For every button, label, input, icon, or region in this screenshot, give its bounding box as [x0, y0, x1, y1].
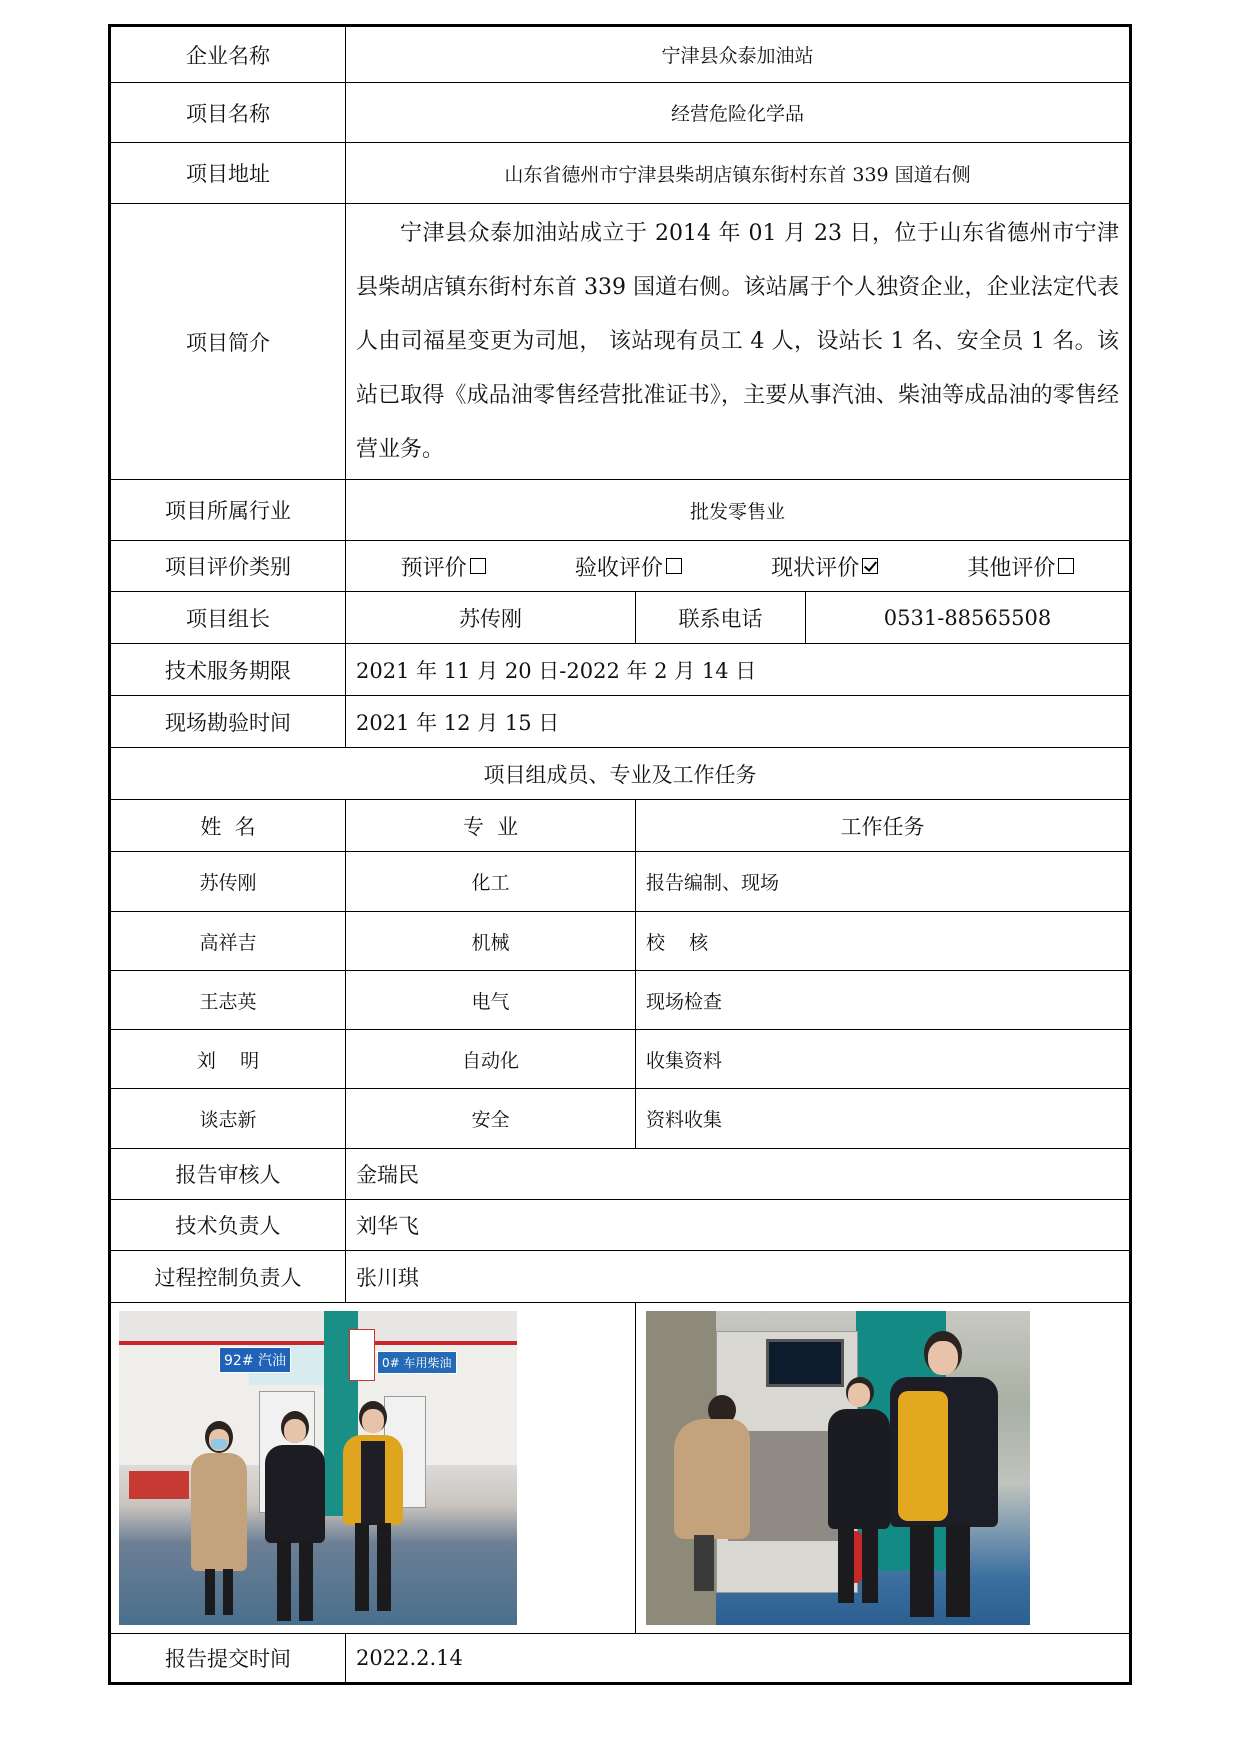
intro-text: 宁津县众泰加油站成立于 2014 年 01 月 23 日，位于山东省德州市宁津县柴胡店镇东街村东首 339 国道右侧。该站属于个人独资企业，企业法定代表人由司福星变更为司旭， 该站现有员工 4 人，设站长 1 名、安全员 1 名。该站已取得《成品油零售经营批准证书》，主要从事汽油、柴油等成品油的零售经营业务。 — [356, 220, 1120, 462]
person-crouching — [664, 1395, 754, 1595]
process-lead-value: 张川琪 — [346, 1251, 1131, 1303]
intro-label: 项目简介 — [110, 204, 346, 480]
tech-lead-value: 刘华飞 — [346, 1200, 1131, 1251]
members-header-name: 姓 名 — [110, 800, 346, 852]
mask-icon — [211, 1439, 227, 1449]
sign-92: 92# 汽油 — [219, 1347, 291, 1373]
industry-label: 项目所属行业 — [110, 480, 346, 541]
person-face — [362, 1409, 384, 1433]
member-task: 报告编制、现场 — [636, 852, 1131, 912]
sign-diesel: 0# 车用柴油 — [377, 1351, 457, 1374]
process-lead-label: 过程控制负责人 — [110, 1251, 346, 1303]
company-value: 宁津县众泰加油站 — [346, 26, 1131, 83]
site-photo-1 — [119, 1311, 517, 1625]
service-period-label: 技术服务期限 — [110, 644, 346, 696]
person-leg — [205, 1569, 215, 1615]
person-leg — [299, 1541, 313, 1621]
member-major: 机械 — [346, 912, 636, 971]
row-survey-time — [110, 696, 1131, 748]
person-leg — [223, 1569, 233, 1615]
industry-value: 批发零售业 — [346, 480, 1131, 541]
row-project-name — [110, 83, 1131, 143]
row-process-lead — [110, 1251, 1131, 1303]
row-category — [110, 541, 1131, 592]
member-task: 资料收集 — [636, 1089, 1131, 1149]
member-major: 安全 — [346, 1089, 636, 1149]
members-title: 项目组成员、专业及工作任务 — [110, 748, 1131, 800]
checkbox-icon[interactable] — [666, 558, 682, 574]
row-industry — [110, 480, 1131, 541]
category-acceptance-label: 验收评价 — [574, 555, 663, 581]
category-cell — [346, 541, 1131, 592]
submit-time-label: 报告提交时间 — [110, 1634, 346, 1684]
person-leg — [862, 1527, 878, 1603]
reviewer-label: 报告审核人 — [110, 1149, 346, 1200]
table-row — [110, 852, 1131, 912]
phone-label: 联系电话 — [636, 592, 806, 644]
member-name: 王志英 — [110, 971, 346, 1030]
submit-time-value: 2022.2.14 — [346, 1634, 1131, 1684]
survey-time-value: 2021 年 12 月 15 日 — [346, 696, 1131, 748]
member-major: 电气 — [346, 971, 636, 1030]
project-name-value: 经营危险化学品 — [346, 83, 1131, 143]
person-leg — [694, 1535, 714, 1591]
person-coat — [265, 1445, 325, 1543]
category-other[interactable] — [967, 551, 1074, 582]
member-task: 现场检查 — [636, 971, 1131, 1030]
address-value: 山东省德州市宁津县柴胡店镇东街村东首 339 国道右侧 — [346, 143, 1131, 204]
person-coat — [674, 1419, 750, 1539]
members-header-major: 专 业 — [346, 800, 636, 852]
photo-cell-left — [110, 1303, 636, 1634]
info-table — [108, 24, 1132, 1685]
person-leg — [355, 1523, 369, 1611]
person-leg — [377, 1523, 391, 1611]
category-acceptance[interactable] — [575, 551, 682, 582]
members-header-task: 工作任务 — [636, 800, 1131, 852]
survey-time-label: 现场勘验时间 — [110, 696, 346, 748]
members-header-row — [110, 800, 1131, 852]
category-pre-label: 预评价 — [400, 555, 467, 581]
category-options — [356, 551, 1119, 582]
checkbox-icon[interactable] — [1058, 558, 1074, 574]
tech-lead-label: 技术负责人 — [110, 1200, 346, 1251]
checkbox-checked-icon[interactable] — [862, 558, 878, 574]
member-task: 收集资料 — [636, 1030, 1131, 1089]
member-major: 化工 — [346, 852, 636, 912]
checkbox-icon[interactable] — [470, 558, 486, 574]
table-row — [110, 971, 1131, 1030]
row-service-period — [110, 644, 1131, 696]
canopy — [119, 1311, 517, 1345]
phone-value: 0531-88565508 — [806, 592, 1131, 644]
row-photos — [110, 1303, 1131, 1634]
row-tech-lead — [110, 1200, 1131, 1251]
category-label: 项目评价类别 — [110, 541, 346, 592]
table-row — [110, 1089, 1131, 1149]
member-name: 高祥吉 — [110, 912, 346, 971]
table-row — [110, 1030, 1131, 1089]
red-barrier — [129, 1471, 189, 1499]
category-pre[interactable] — [401, 551, 486, 582]
project-name-label: 项目名称 — [110, 83, 346, 143]
row-reviewer — [110, 1149, 1131, 1200]
category-current-label: 现状评价 — [771, 555, 860, 581]
service-period-value: 2021 年 11 月 20 日-2022 年 2 月 14 日 — [346, 644, 1131, 696]
person-leg — [277, 1541, 291, 1621]
intro-cell — [346, 204, 1131, 480]
member-task: 校 核 — [636, 912, 1131, 971]
member-name: 谈志新 — [110, 1089, 346, 1149]
row-address — [110, 143, 1131, 204]
person-leg — [910, 1525, 934, 1617]
member-name: 苏传刚 — [110, 852, 346, 912]
row-submit-time — [110, 1634, 1131, 1684]
person-coat — [191, 1453, 247, 1571]
person-right — [341, 1401, 405, 1615]
row-company — [110, 26, 1131, 83]
member-major: 自动化 — [346, 1030, 636, 1089]
form-page — [108, 24, 1129, 1685]
person-leg — [838, 1527, 854, 1603]
jacket-stripe — [361, 1441, 385, 1525]
person-leg — [946, 1525, 970, 1617]
row-leader — [110, 592, 1131, 644]
leader-label: 项目组长 — [110, 592, 346, 644]
category-current[interactable] — [771, 551, 878, 582]
photo-cell-right — [636, 1303, 1131, 1634]
site-photo-2 — [646, 1311, 1030, 1625]
address-label: 项目地址 — [110, 143, 346, 204]
person-middle — [261, 1411, 327, 1623]
company-label: 企业名称 — [110, 26, 346, 83]
table-row — [110, 912, 1131, 971]
person-coat — [828, 1409, 890, 1529]
row-members-title — [110, 748, 1131, 800]
leader-value: 苏传刚 — [346, 592, 636, 644]
person-left — [189, 1421, 249, 1621]
person-face — [284, 1419, 306, 1443]
category-other-label: 其他评价 — [967, 555, 1056, 581]
person-face — [848, 1383, 870, 1407]
person-face — [928, 1341, 958, 1375]
jacket-yellow-panel — [898, 1391, 948, 1521]
row-intro — [110, 204, 1131, 480]
reviewer-value: 金瑞民 — [346, 1149, 1131, 1200]
member-name: 刘 明 — [110, 1030, 346, 1089]
person-right — [884, 1331, 1004, 1621]
safety-sign — [349, 1329, 375, 1381]
